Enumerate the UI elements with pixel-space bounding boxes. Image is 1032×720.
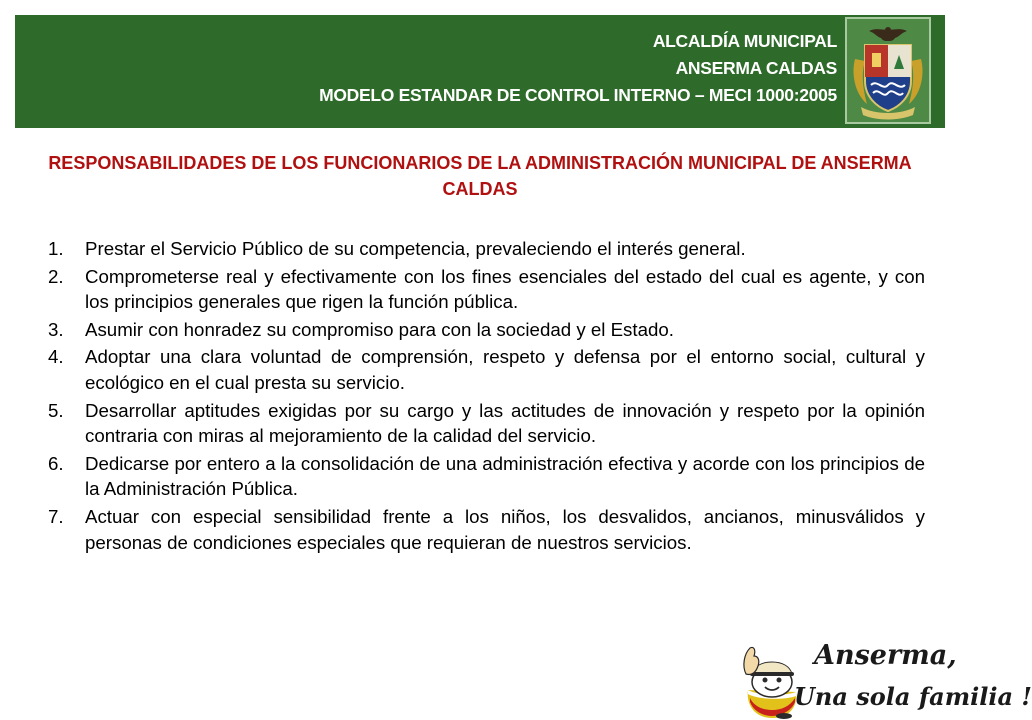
slogan-logo	[732, 640, 1032, 720]
list-item	[48, 504, 925, 555]
list-item	[48, 398, 925, 449]
header-line-alcaldia: ALCALDÍA MUNICIPAL	[652, 31, 837, 51]
item-number: 7.	[48, 505, 64, 527]
item-text: Comprometerse real y efectivamente con los fines esenciales del estado del cual es agente, y con los principios generales que rigen la función pública.	[85, 265, 925, 313]
item-number: 3.	[48, 318, 64, 340]
slogan-title: Anserma,	[814, 640, 957, 671]
list-item	[48, 236, 925, 262]
list-item	[48, 344, 925, 395]
item-text: Actuar con especial sensibilidad frente a los niños, los desvalidos, ancianos, minusválidos y personas de condiciones especiales que requieran de nuestros servicios.	[85, 505, 925, 553]
header-banner	[15, 15, 945, 128]
slogan-subtitle: Una sola familia !	[794, 682, 1032, 711]
header-line-municipio: ANSERMA CALDAS	[675, 58, 837, 78]
item-text: Asumir con honradez su compromiso para con la sociedad y el Estado.	[85, 318, 674, 340]
item-number: 4.	[48, 346, 64, 368]
page-title: RESPONSABILIDADES DE LOS FUNCIONARIOS DE LA ADMINISTRACIÓN MUNICIPAL DE ANSERMA CALDAS	[48, 153, 912, 199]
coat-of-arms-icon	[845, 17, 931, 124]
item-number: 5.	[48, 399, 64, 421]
item-text: Adoptar una clara voluntad de comprensión, respeto y defensa por el entorno social, cultural y ecológico en el cual presta su servicio.	[85, 346, 925, 393]
item-number: 6.	[48, 452, 64, 474]
item-text: Dedicarse por entero a la consolidación de una administración efectiva y acorde con los principios de la Administración Pública.	[85, 452, 925, 500]
responsibilities-list	[48, 236, 925, 557]
item-text: Prestar el Servicio Público de su competencia, prevaleciendo el interés general.	[85, 238, 746, 259]
item-text: Desarrollar aptitudes exigidas por su cargo y las actitudes de innovación y respeto por la opinión contraria con miras al mejoramiento de la calidad del servicio.	[85, 399, 925, 447]
item-number: 2.	[48, 265, 64, 287]
list-item	[48, 317, 925, 343]
header-line-meci: MODELO ESTANDAR DE CONTROL INTERNO – MECI 1000:2005	[319, 85, 837, 105]
item-number: 1.	[48, 238, 64, 259]
header-text	[319, 28, 837, 109]
list-item	[48, 264, 925, 315]
list-item	[48, 451, 925, 502]
